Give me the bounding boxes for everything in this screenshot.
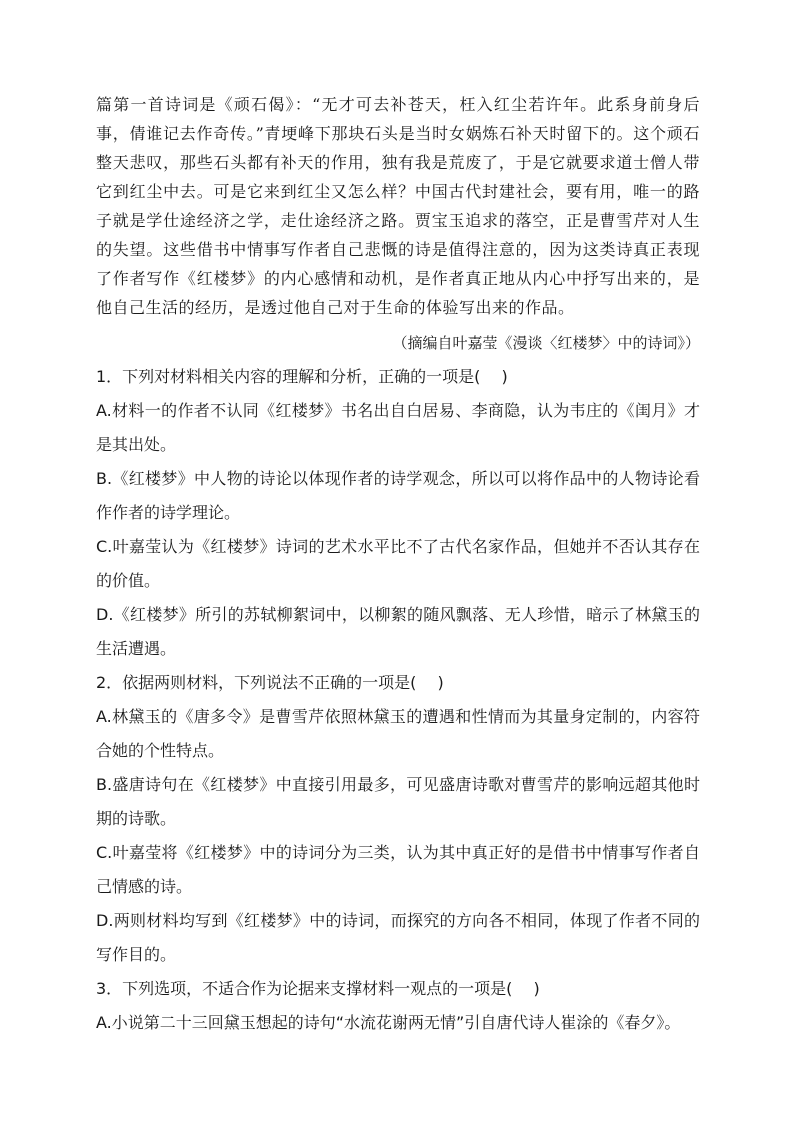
question-list: [96, 360, 700, 1040]
passage-paragraph: 篇第一首诗词是《顽石偈》：“无才可去补苍天，枉入红尘若许年。此系身前身后事，倩谁记去作奇传。”青埂峰下那块石头是当时女娲炼石补天时留下的。这个顽石整天悲叹，那些石头都有补天的作用，独有我是荒废了，于是它就要求道士僧人带它到红尘中去。可是它来到红尘又怎么样？中国古代封建社会，要有用，唯一的路子就是学仕途经济之学，走仕途经济之路。贾宝玉追求的落空，正是曹雪芹对人生的失望。这些借书中情事写作者自己悲慨的诗是值得注意的，因为这类诗真正表现了作者写作《红楼梦》的内心感情和动机，是作者真正地从内心中抒写出来的，是他自己生活的经历，是透过他自己对于生命的体验写出来的作品。: [96, 95, 700, 317]
option-a: A.小说第二十三回黛玉想起的诗句“水流花谢两无情”引自唐代诗人崔涂的《春夕》。: [96, 1013, 681, 1032]
question-stem: 2．依据两则材料，下列说法不正确的一项是( ): [96, 673, 444, 692]
question-3: [96, 972, 700, 1040]
question-2: [96, 666, 700, 972]
question-1: [96, 360, 700, 666]
option-b: B.盛唐诗句在《红楼梦》中直接引用最多，可见盛唐诗歌对曹雪芹的影响远超其他时期的诗歌。: [96, 775, 700, 828]
option-a: A.林黛玉的《唐多令》是曹雪芹依照林黛玉的遭遇和性情而为其量身定制的，内容符合她的个性特点。: [96, 707, 700, 760]
option-a: A.材料一的作者不认同《红楼梦》书名出自白居易、李商隐，认为韦庄的《闺月》才是其出处。: [96, 401, 700, 454]
option-d: D.两则材料均写到《红楼梦》中的诗词，而探究的方向各不相同，体现了作者不同的写作目的。: [96, 911, 700, 964]
document-page: [96, 90, 700, 1040]
option-d: D.《红楼梦》所引的苏轼柳絮词中，以柳絮的随风飘落、无人珍惜，暗示了林黛玉的生活遭遇。: [96, 605, 700, 658]
question-stem: 1．下列对材料相关内容的理解和分析，正确的一项是( ): [96, 367, 508, 386]
option-c: C.叶嘉莹认为《红楼梦》诗词的艺术水平比不了古代名家作品，但她并不否认其存在的价值。: [96, 537, 700, 590]
question-stem: 3．下列选项，不适合作为论据来支撑材料一观点的一项是( ): [96, 979, 540, 998]
option-b: B.《红楼梦》中人物的诗论以体现作者的诗学观念，所以可以将作品中的人物诗论看作作者的诗学理论。: [96, 469, 700, 522]
passage-source: （摘编自叶嘉莹《漫谈〈红楼梦〉中的诗词》）: [392, 334, 700, 352]
option-c: C.叶嘉莹将《红楼梦》中的诗词分为三类，认为其中真正好的是借书中情事写作者自己情感的诗。: [96, 843, 700, 896]
reading-passage: [96, 90, 700, 356]
